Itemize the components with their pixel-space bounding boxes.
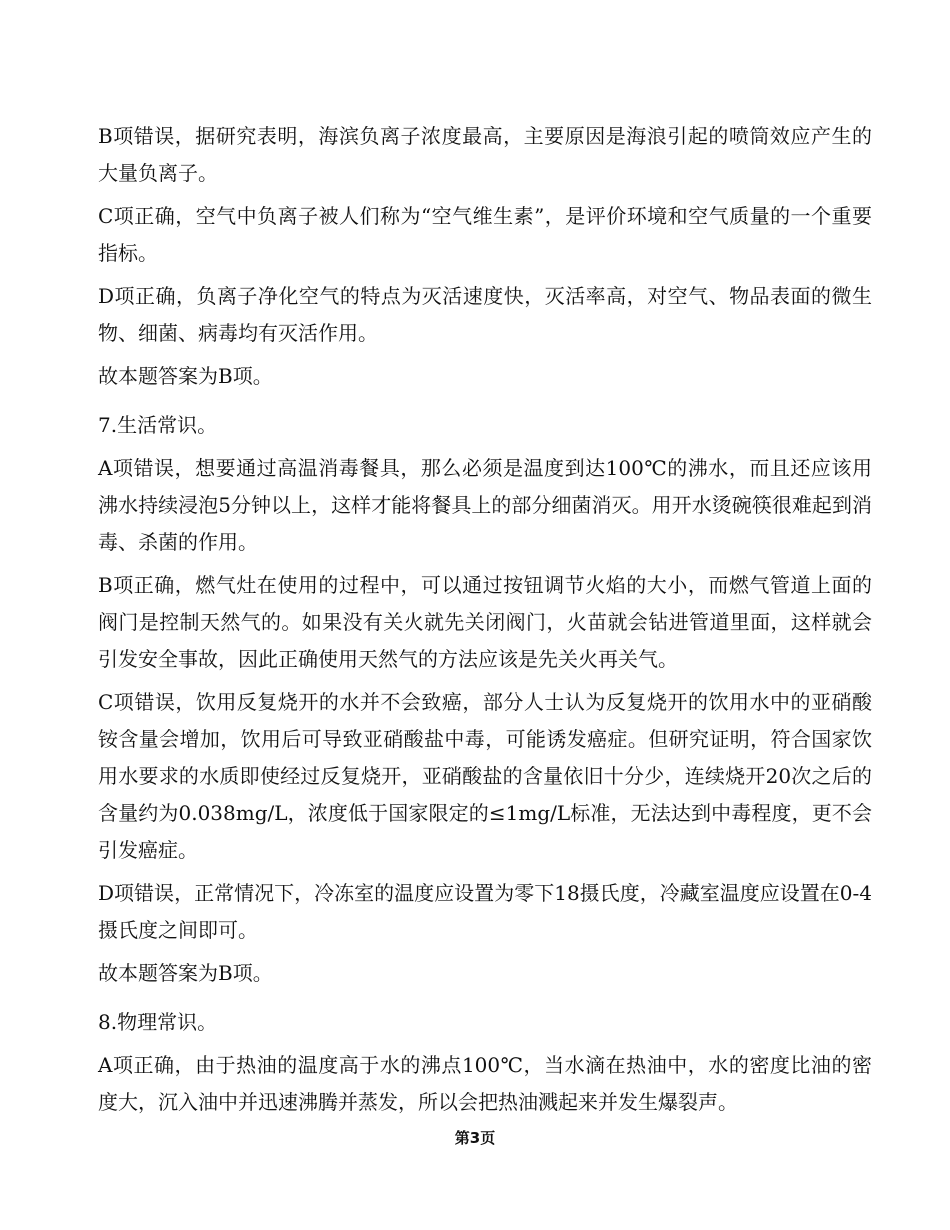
paragraph-c-correct-air-vitamin: C项正确，空气中负离子被人们称为“空气维生素”，是评价环境和空气质量的一个重要指标。 <box>98 204 872 265</box>
paragraph-a-correct-hot-oil: A项正确，由于热油的温度高于水的沸点100℃，当水滴在热油中，水的密度比油的密度大，沉入油中并迅速沸腾并蒸发，所以会把热油溅起来并发生爆裂声。 <box>98 1053 872 1114</box>
question-heading-8: 8.物理常识。 <box>98 1010 218 1034</box>
question-heading-7: 7.生活常识。 <box>98 413 218 437</box>
paragraph-a-wrong-disinfection: A项错误，想要通过高温消毒餐具，那么必须是温度到达100℃的沸水，而且还应该用沸水持续浸泡5分钟以上，这样才能将餐具上的部分细菌消灭。用开水烫碗筷很难起到消毒、杀菌的作用。 <box>98 456 872 554</box>
paragraph-c-wrong-boiled-water: C项错误，饮用反复烧开的水并不会致癌，部分人士认为反复烧开的饮用水中的亚硝酸铵含量会增加，饮用后可导致亚硝酸盐中毒，可能诱发癌症。但研究证明，符合国家饮用水要求的水质即使经过反复烧开，亚硝酸盐的含量依旧十分少，连续烧开20次之后的含量约为0.038mg/L，浓度低于国家限定的≤1mg/L标准，无法达到中毒程度，更不会引发癌症。 <box>98 690 872 862</box>
paragraph-d-wrong-fridge: D项错误，正常情况下，冷冻室的温度应设置为零下18摄氏度，冷藏室温度应设置在0-4摄氏度之间即可。 <box>98 881 872 942</box>
answer-line-q7: 故本题答案为B项。 <box>98 961 273 985</box>
paragraph-d-correct-purification: D项正确，负离子净化空气的特点为灭活速度快，灭活率高，对空气、物品表面的微生物、细菌、病毒均有灭活作用。 <box>98 284 872 345</box>
paragraph-b-correct-gas-stove: B项正确，燃气灶在使用的过程中，可以通过按钮调节火焰的大小，而燃气管道上面的阀门是控制天然气的。如果没有关火就先关闭阀门，火苗就会钻进管道里面，这样就会引发安全事故，因此正确使用天然气的方法应该是先关火再关气。 <box>98 573 872 671</box>
document-body <box>98 118 872 1127</box>
page-number: 第3页 <box>454 1129 496 1147</box>
answer-line-q6: 故本题答案为B项。 <box>98 364 273 388</box>
paragraph-b-wrong-seaside: B项错误，据研究表明，海滨负离子浓度最高，主要原因是海浪引起的喷筒效应产生的大量负离子。 <box>98 124 872 185</box>
